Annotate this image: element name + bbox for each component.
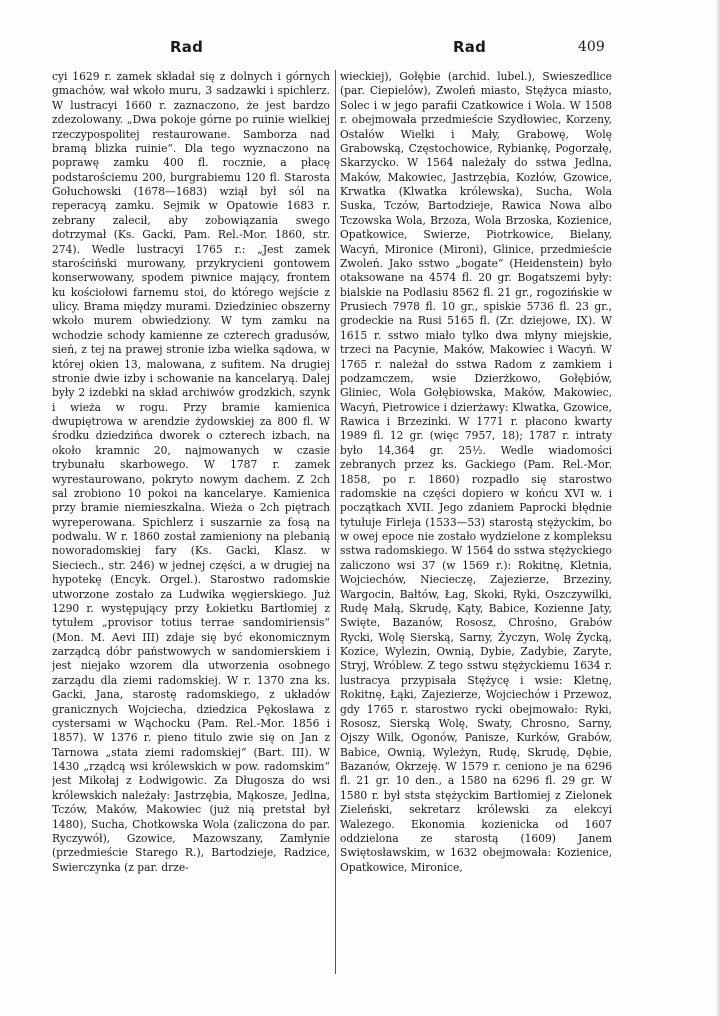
page-number: 409 bbox=[578, 39, 605, 55]
column-divider bbox=[335, 70, 336, 974]
header-right-title: Rad bbox=[453, 38, 487, 56]
left-column bbox=[52, 70, 330, 976]
left-column-text: cyi 1629 r. zamek składał się z dolnych i górnych gmachów, wał wkoło muru, 3 sadzawki i spichlerz. W lustracyi 1660 r. zaznaczono, że jest bardzo zdezolowany. „Dwa pokoje górne po ruinie wielkiej rzeczypospolitej restaurowane. Samborza nad bramą blizka ruinie“. Dla tego wyznaczono na poprawę zamku 400 fl. rocznie, a płacę podstarościemu 200, burgrabiemu 120 fl. Starosta Gołuchowski (1678—1683) wziął był sól na reperacyą zamku. Sejmik w Opatowie 1683 r. zebrany zalecił, aby zobowiązania swego dotrzymał (Ks. Gacki, Pam. Rel.-Mor. 1860, str. 274). Wedle lustracyi 1765 r.: „Jest zamek starościński murowany, przykrycieni gontowem konserwowany, spodem piwnice mający, frontem ku kościołowi farnemu stoi, do którego wejście z ulicy. Brama między murami. Dziedziniec obszerny wkoło murem obwiedziony. W tym zamku na wchodzie schody kamienne ze czterech gradusów, sień, z tej na prawej stronie izba wielka sądowa, w której okien 13, malowana, z sufitem. Na drugiej stronie dwie izby i schowanie na kancelaryą. Dalej były 2 izdebki na skład archiwów grodzkich, szynk i wieża w rogu. Przy bramie kamienica dwupiętrowa w arendzie żydowskiej za 800 fl. W środku dziedzińca dworek o czterech izbach, na około kramnic 20, najmowanych w czasie trybunału skarbowego. W 1787 r. zamek wyrestaurowano, pokryto nowym dachem. Z 2ch sal zrobiono 10 pokoi na kancelarye. Kamienica przy bramie niemieszkalna. Wieża o 2ch piętrach wyreperowana. Spichlerz i suszarnie za fosą na podwalu. W r. 1860 został zamieniony na plebanią noworadomskiej fary (Ks. Gacki, Klasz. w Sieciech., str. 246) w jednej części, a w drugiej na hypotekę (Encyk. Orgel.). Starostwo radomskie utworzone zostało za Ludwika węgierskiego. Już 1290 r. występujący przy Łokietku Bartłomiej z tytułem „provisor totius terrae sandomiriensis“ (Mon. M. Aevi III) zdaje się być ekonomicznym zarządcą dóbr państwowych w sandomierskiem i jest niejako wzorem dla utworzenia osobnego zarządu dla ziemi radomskiej. W r. 1370 zna ks. Gacki, Jana, starostę radomskiego, z układów granicznych Wojciecha, dziedzica Pękosława z cystersami w Wąchocku (Pam. Rel.-Mor. 1856 i 1857). W 1376 r. pieno titulo zwie się on Jan z Tarnowa „stata ziemi radomskiej“ (Bart. III). W 1430 „rządcą wsi królewskich w pow. radomskim“ jest Mikołaj z Łodwigowic. Za Długosza do wsi królewskich należały: Jastrzębia, Mąkosze, Jedlna, Tczów, Maków, Makowiec (już nią pretstał był 1480), Sucha, Chotkowska Wola (zaliczona do par. Ryczywół), Gzowice, Mazowszany, Zamłynie (przedmieście Starego R.), Bartodzieje, Radzice, Swierczynka (z par. drze- bbox=[52, 70, 330, 874]
page-edge-shadow bbox=[716, 0, 720, 1016]
right-column bbox=[340, 70, 612, 976]
running-header bbox=[0, 38, 720, 62]
right-column-text: wieckiej), Gołębie (archid. lubel.), Swieszedlice (par. Ciepielów), Zwoleń miasto, Stężyca miasto, Solec i w jego parafii Czatkowice i Wola. W 1508 r. obejmowała przedmieście Szydłowiec, Korzeny, Ostałów Wielki i Mały, Grabowę, Wolę Grabowską, Częstochowice, Rybiankę, Pogorzałę, Skarzycko. W 1564 należały do sstwa Jedlna, Maków, Makowiec, Jastrzębia, Kozłów, Gzowice, Krwatka (Klwatka królewska), Sucha, Wola Suska, Tczów, Bartodzieje, Rawica Nowa albo Tczowska Wola, Brzoza, Wola Brzoska, Kozienice, Opatkowice, Swierze, Piotrkowice, Bielany, Wacyń, Mironice (Mironi), Glinice, przedmieście Zwoleń. Jako sstwo „bogate“ (Heidenstein) było otaksowane na 4574 fl. 20 gr. Bogatszemi były: bialskie na Podlasiu 8562 fl. 21 gr., rogozińskie w Prusiech 7978 fl. 10 gr., spiskie 5736 fl. 23 gr., grodeckie na Rusi 5165 fl. (Zr. dziejowe, IX). W 1615 r. sstwo miało tylko dwa młyny miejskie, trzeci na Pacynie, Maków, Makowiec i Wacyń. W 1765 r. należał do sstwa Radom z zamkiem i podzamczem, wsie Dzierżkowo, Gołębiów, Gliniec, Wola Gołębiowska, Maków, Makowiec, Wacyń, Pietrowice i dzierżawy: Klwatka, Gzowice, Rawica i Brzezinki. W 1771 r. płacono kwarty 1989 fl. 12 gr. (więc 7957, 18); 1787 r. intraty było 14,364 gr. 25½. Wedle wiadomości zebranych przez ks. Gackiego (Pam. Rel.-Mor. 1858, po r. 1860) rozpadło się starostwo radomskie na części dopiero w końcu XVI w. i początkach XVII. Jego zdaniem Paprocki błędnie tytułuje Firleja (1533—53) starostą stężyckim, bo w owej epoce nie zostało wydzielone z kompleksu sstwa radomskiego. W 1564 do sstwa stężyckiego zaliczono wsi 37 (w 1569 r.): Rokitnę, Kletnia, Wojciechów, Niecieczę, Zajezierze, Brzeziny, Wargocin, Bałtów, Łag, Skoki, Ryki, Oszczywilki, Rudę Małą, Skrudę, Kąty, Babice, Kozienne Jaty, Swięte, Bazanów, Rososz, Chrośno, Grabów Rycki, Wolę Sierską, Sarny, Życzyn, Wolę Życką, Kozice, Wylezin, Ownią, Dybie, Zadybie, Zaryte, Stryj, Wróblew. Z tego sstwu stężyckiemu 1634 r. lustracya przypisała Stężycę i wsie: Kletnę, Rokitnę, Łąki, Zajezierze, Wojciechów i Przewoz, gdy 1765 r. starostwo rycki obejmowało: Ryki, Rososz, Sierską Wolę, Swaty, Chrosno, Sarny, Ojszy Wilk, Ogonów, Panisze, Kurków, Grabów, Babice, Ownią, Wyleżyn, Rudę, Skrudę, Dębie, Bazanów, Okrzeję. W 1579 r. ceniono je na 6296 fl. 21 gr. 10 den., a 1580 na 6296 fl. 29 gr. W 1580 r. był ststa stężyckim Bartłomiej z Zielonek Zieleński, sekretarz królewski za elekcyi Walezego. Ekonomia kozienicka od 1607 oddzielona ze starostą (1609) Janem Swiętosławskim, w 1632 obejmowała: Kozienice, Opatkowice, Mironice, bbox=[340, 70, 612, 874]
header-left-title: Rad bbox=[170, 38, 204, 56]
